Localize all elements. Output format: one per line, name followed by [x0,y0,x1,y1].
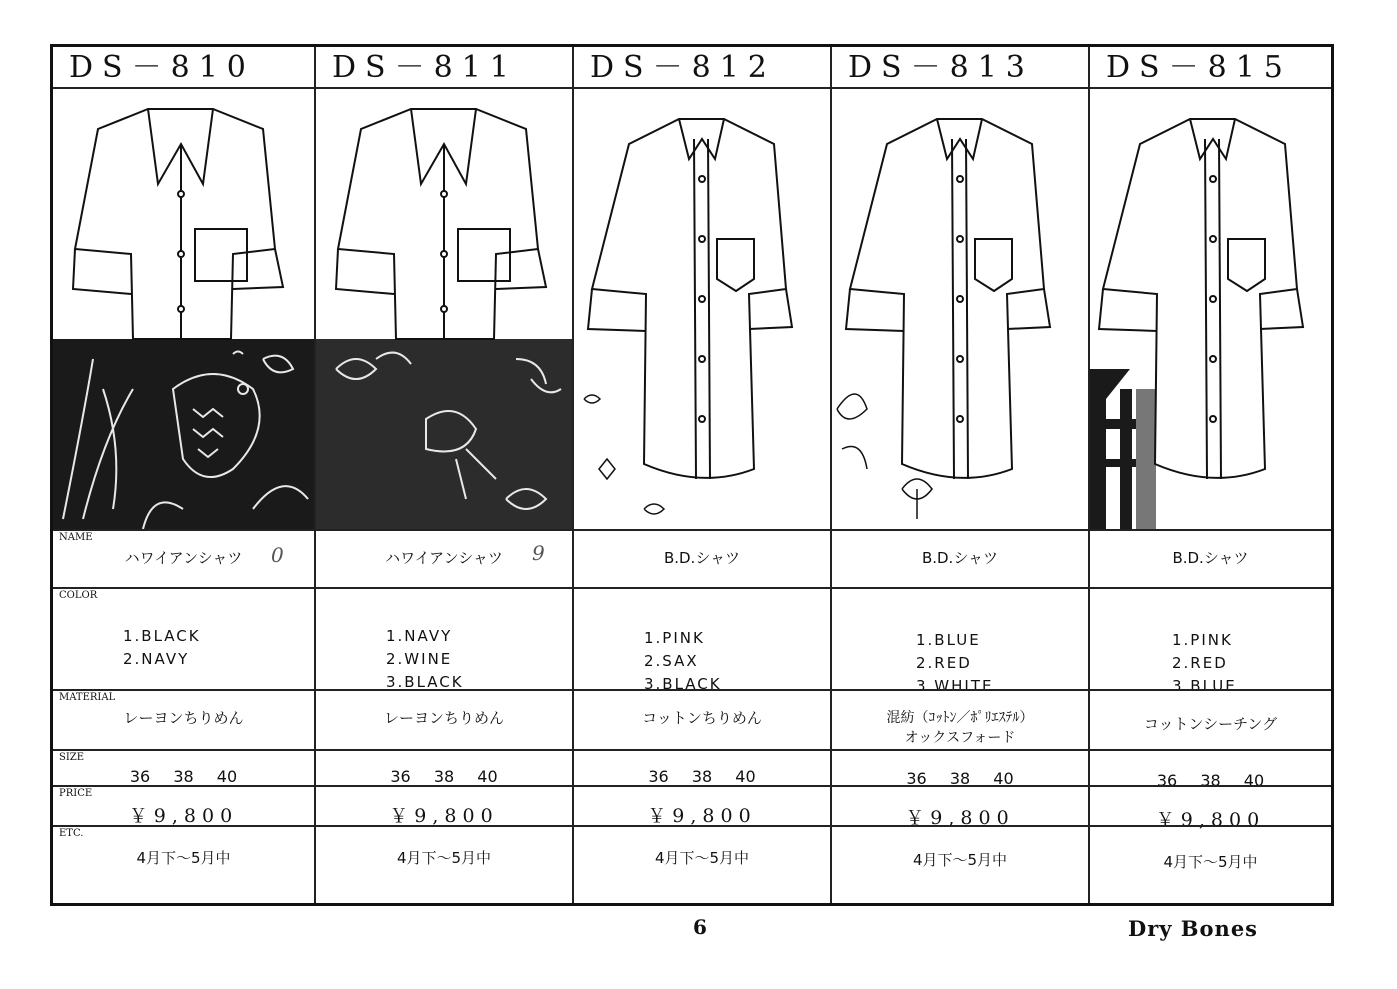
etc-text: 4月下～5月中 [136,849,231,867]
etc-text: 4月下～5月中 [1163,853,1258,871]
product-name: B.D.シャツ [1172,549,1249,567]
price-value: ￥9,800 [1155,809,1266,831]
material-text: 混紡（ｺｯﾄﾝ／ﾎﾟﾘｴｽﾃﾙ） [886,710,1034,726]
product-name: ハワイアンシャツ [124,549,243,567]
product-column-ds-810 [53,47,314,903]
color-item: 1.BLUE [916,631,981,649]
material-row [574,689,830,749]
price-row [832,785,1088,829]
price-row [1090,785,1331,831]
product-name: B.D.シャツ [663,549,741,567]
color-list [916,629,1088,698]
product-code: DS－813 [832,47,1088,89]
color-row [832,587,1088,695]
color-item: 2.SAX [644,652,699,670]
size-row [1090,749,1331,790]
size-row [316,749,572,785]
size-values: 36 38 40 [390,767,498,786]
name-row [316,529,572,587]
price-label: PRICE [59,788,93,799]
name-label: NAME [59,532,93,543]
shirt-illustration [1090,89,1331,529]
name-row [574,529,830,587]
material-label: MATERIAL [59,692,116,703]
color-list [123,625,314,671]
shirt-illustration [832,89,1088,529]
etc-row [53,825,314,909]
material-row [53,689,314,749]
product-code: DS－815 [1090,47,1331,89]
color-list [1172,629,1331,698]
color-item: 2.RED [1172,654,1228,672]
price-row [574,785,830,825]
product-name: ハワイアンシャツ [385,549,503,567]
price-value: ￥9,800 [905,807,1015,829]
size-label: SIZE [59,752,85,763]
product-code: DS－812 [574,47,830,89]
price-row [53,785,314,825]
color-item: 1.PINK [1172,631,1233,649]
size-values: 36 38 40 [129,767,238,786]
etc-row [574,825,830,909]
size-row [574,749,830,785]
etc-row [1090,825,1331,909]
product-name: B.D.シャツ [921,549,999,567]
color-row [574,587,830,693]
price-value: ￥9,800 [128,805,239,827]
etc-text: 4月下～5月中 [654,849,750,867]
color-item: 3.BLACK [644,675,722,693]
product-column-ds-811 [314,47,572,903]
color-list [386,625,572,694]
color-item: 2.RED [916,654,972,672]
material-text: レーヨンちりめん [383,709,504,727]
material-text: コットンシーチング [1143,715,1278,733]
price-value: ￥9,800 [647,805,757,827]
product-column-ds-813 [830,47,1088,903]
name-row [832,529,1088,587]
product-column-ds-815 [1088,47,1331,903]
color-row [1090,587,1331,695]
shirt-illustration [53,89,314,529]
brand-name: Dry Bones [1128,916,1258,941]
color-item: 2.WINE [386,650,453,668]
size-row [53,749,314,785]
price-value: ￥9,800 [389,805,499,827]
color-item: 1.NAVY [386,627,453,645]
color-item: 2.NAVY [123,650,190,668]
name-row [1090,529,1331,587]
material-text: レーヨンちりめん [123,709,244,727]
handwritten-mark: 0 [271,543,284,567]
color-item: 1.PINK [644,629,705,647]
product-code: DS－810 [53,47,314,89]
etc-row [316,825,572,909]
etc-text: 4月下～5月中 [396,849,492,867]
handwritten-mark: 9 [532,541,545,565]
material-text-line-2: オックスフォード [904,730,1016,746]
color-list [644,627,830,696]
shirt-illustration [574,89,830,529]
material-row [832,689,1088,749]
color-item: 1.BLACK [123,627,201,645]
material-row [1090,689,1331,749]
etc-text: 4月下～5月中 [912,851,1008,869]
name-row [53,529,314,587]
size-row [832,749,1088,788]
color-item: 3.BLACK [386,673,464,691]
color-item: 3.WHITE [916,677,994,695]
size-values: 36 38 40 [906,769,1014,788]
color-row [316,587,572,689]
page-number: 6 [693,915,707,939]
etc-row [832,825,1088,909]
etc-label: ETC. [59,828,84,839]
color-row [53,587,314,689]
price-row [316,785,572,825]
catalog-sheet [50,44,1334,906]
color-item: 3.BLUE [1172,677,1237,695]
color-label: COLOR [59,590,98,601]
size-values: 36 38 40 [1156,771,1265,790]
material-text: コットンちりめん [642,709,762,727]
shirt-illustration [316,89,572,529]
product-column-ds-812 [572,47,830,903]
material-row [316,689,572,749]
size-values: 36 38 40 [648,767,756,786]
product-code: DS－811 [316,47,572,89]
